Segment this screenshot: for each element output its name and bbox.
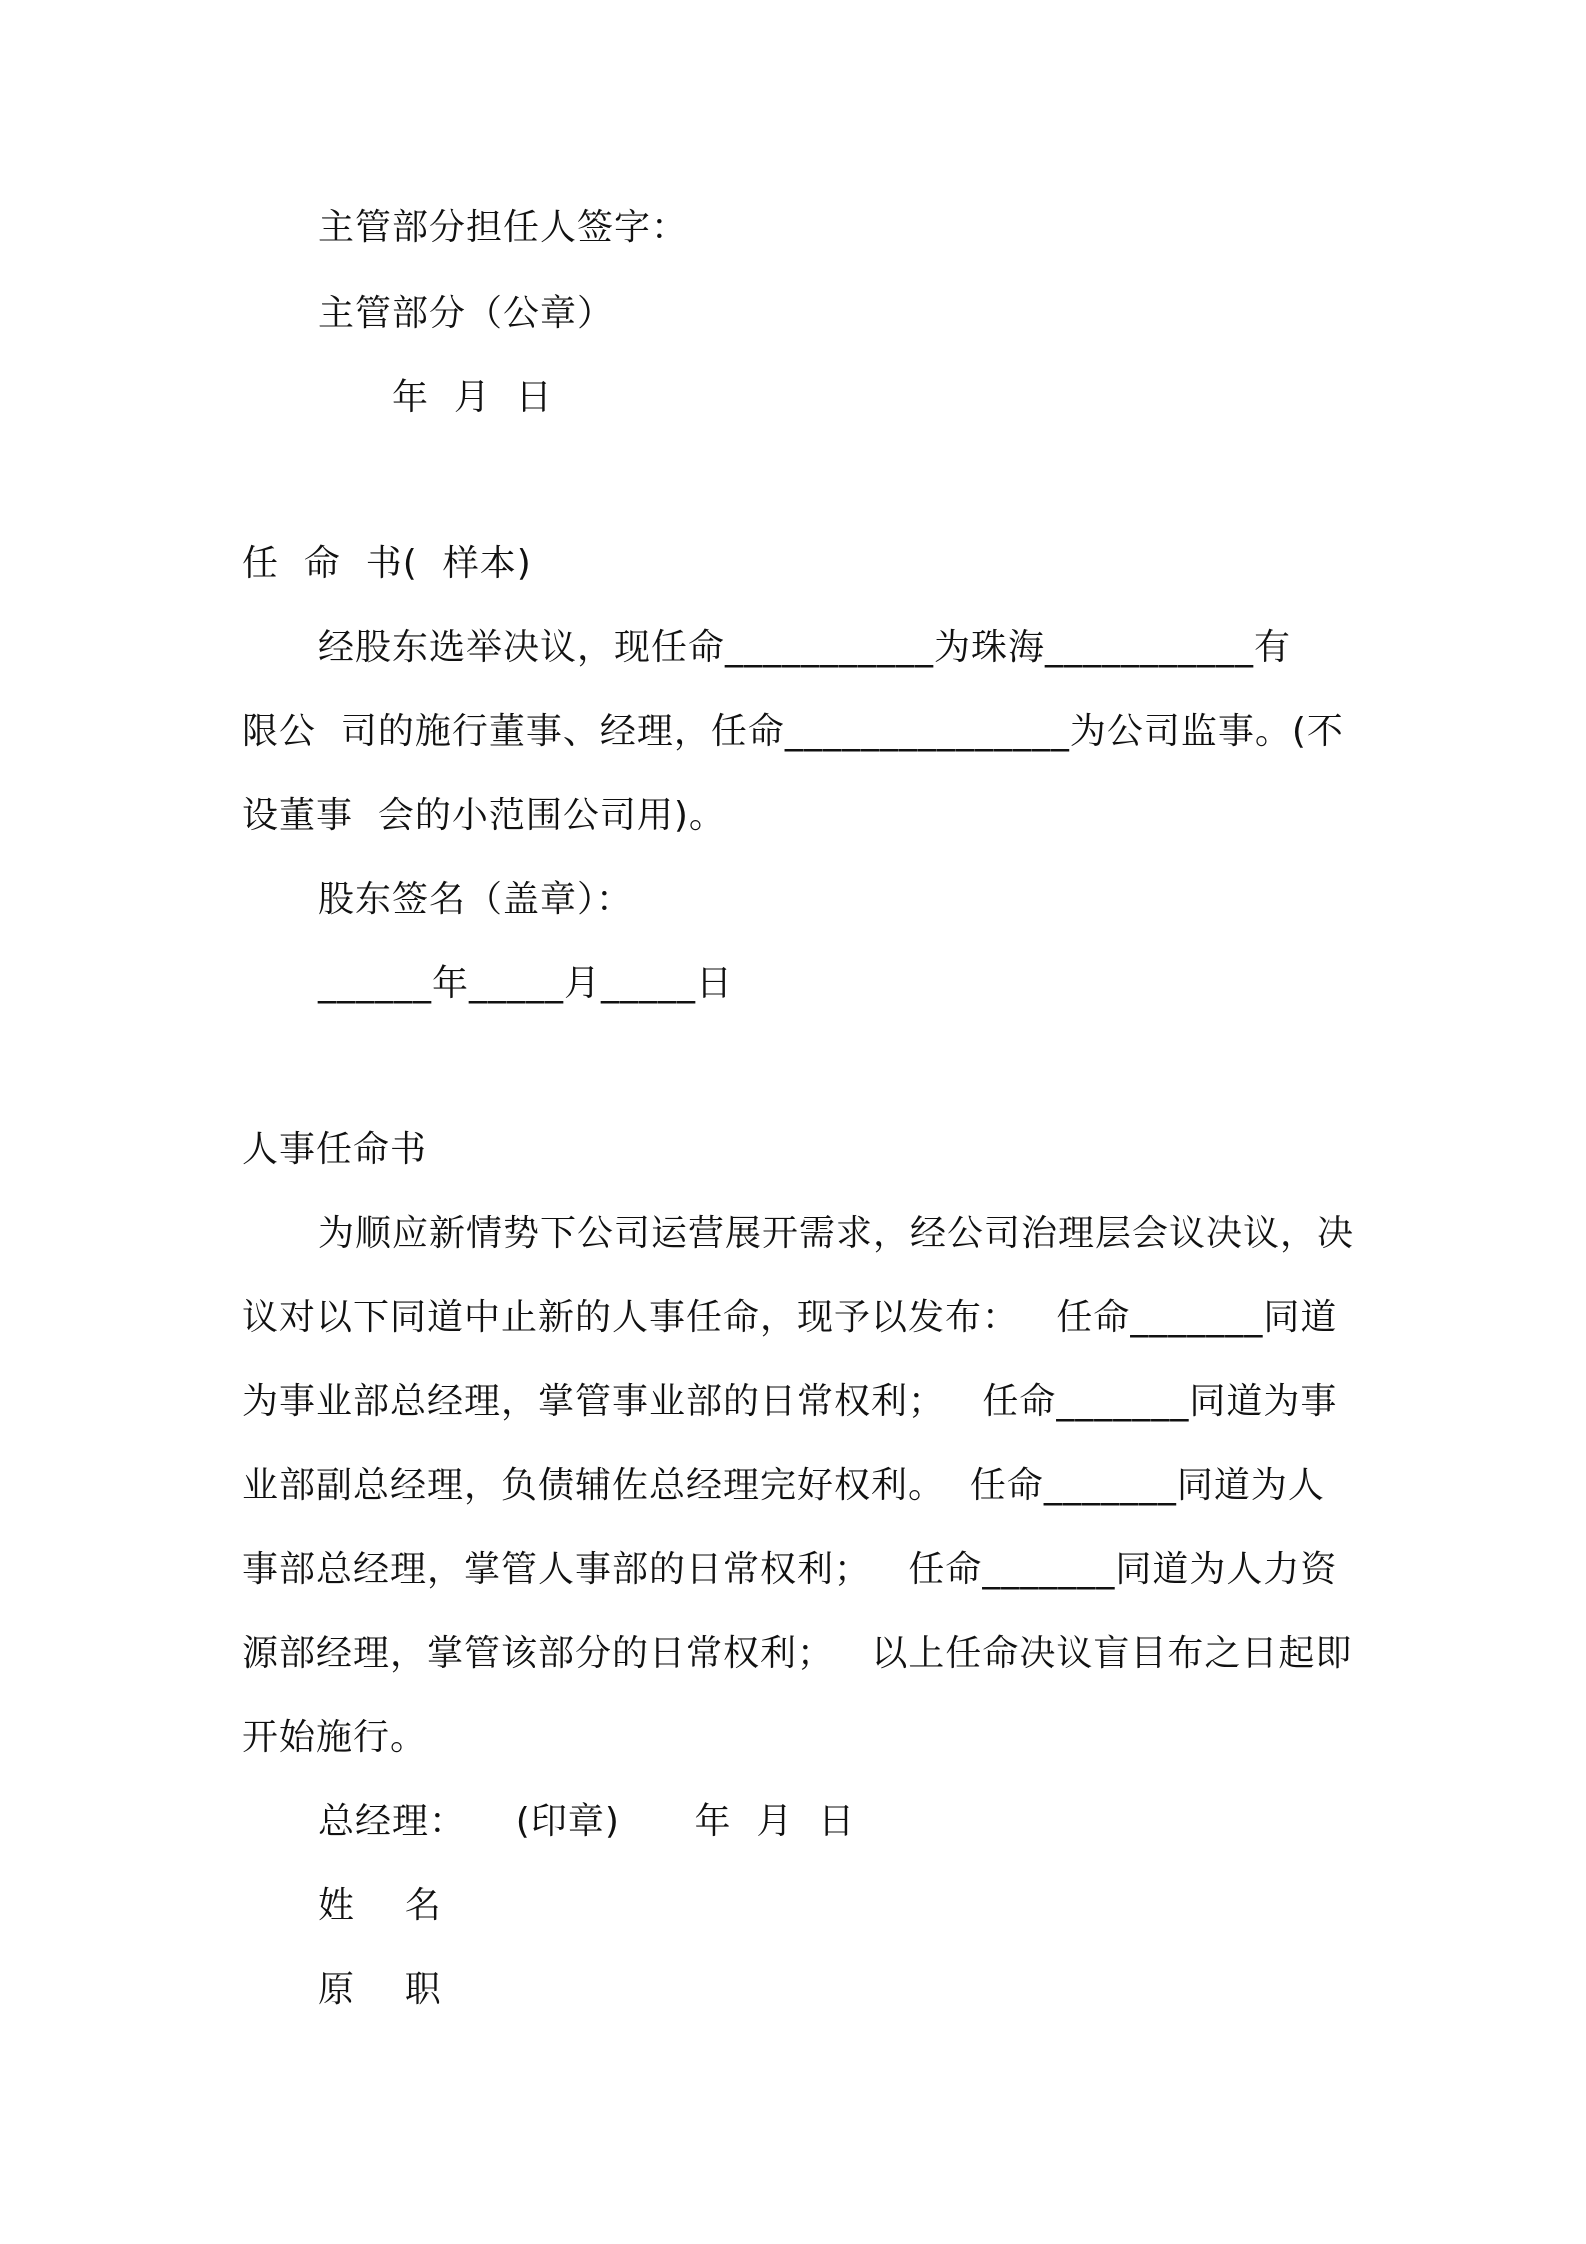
name-label: 姓 名 — [318, 1885, 442, 1926]
personnel-body-line-6: 源部经理，掌管该部分的日常权利； 以上任命决议盲目布之日起即 — [242, 1633, 1353, 1674]
personnel-body-line-7: 开始施行。 — [242, 1717, 428, 1758]
supervisor-signature-label: 主管部分担任人签字： — [318, 207, 689, 248]
personnel-appointment-title: 人事任命书 — [242, 1129, 428, 1170]
personnel-body-line-2: 议对以下同道中止新的人事任命，现予以发布： 任命_______同道 — [242, 1297, 1338, 1338]
section1-date: 年 月 日 — [392, 377, 553, 418]
appointment-body-line-1: 经股东选举决议，现任命___________为珠海___________有 — [318, 627, 1292, 668]
appointment-body-line-2: 限公 司的施行董事、经理，任命_______________为公司监事。(不 — [242, 711, 1344, 752]
personnel-body-line-3: 为事业部总经理，掌管事业部的日常权利； 任命_______同道为事 — [242, 1381, 1338, 1422]
personnel-body-line-1: 为顺应新情势下公司运营展开需求，经公司治理层会议决议，决 — [318, 1213, 1355, 1254]
appointment-letter-title: 任 命 书( 样本) — [242, 543, 532, 584]
general-manager-signoff: 总经理： (印章) 年 月 日 — [318, 1801, 856, 1842]
shareholder-signature-label: 股东签名（盖章）： — [318, 879, 634, 920]
appointment-body-line-3: 设董事 会的小范围公司用)。 — [242, 795, 726, 836]
original-post-label: 原 职 — [318, 1969, 442, 2010]
section2-date-line: ______年_____月_____日 — [318, 963, 734, 1004]
personnel-body-line-5: 事部总经理，掌管人事部的日常权利； 任命_______同道为人力资 — [242, 1549, 1338, 1590]
personnel-body-line-4: 业部副总经理，负债辅佐总经理完好权利。 任命_______同道为人 — [242, 1465, 1325, 1506]
department-seal-label: 主管部分（公章） — [318, 293, 615, 334]
